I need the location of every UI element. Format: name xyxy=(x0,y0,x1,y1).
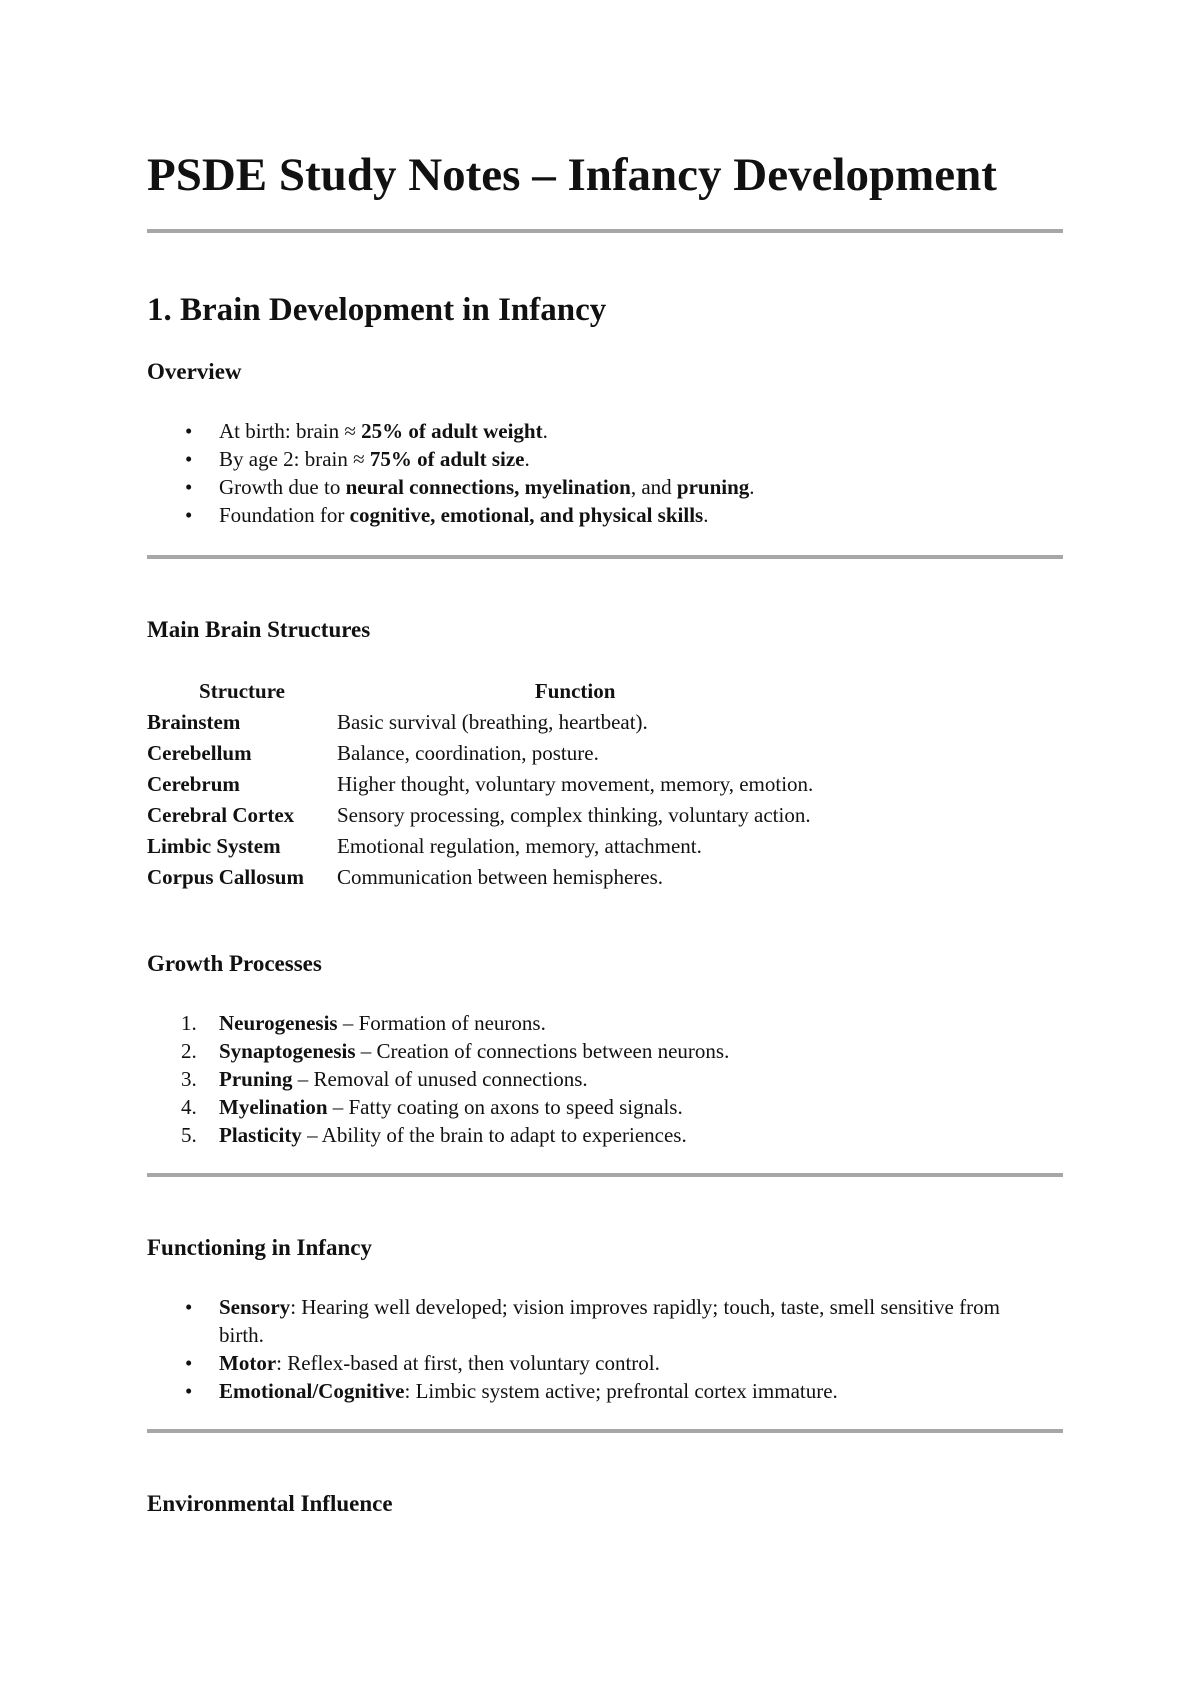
list-item: • Emotional/Cognitive: Limbic system active; prefrontal cortex immature. xyxy=(185,1379,838,1403)
structure-function: Communication between hemispheres. xyxy=(337,865,664,889)
structure-name: Cerebrum xyxy=(147,772,240,796)
overview-heading: Overview xyxy=(147,359,242,384)
section-heading: 1. Brain Development in Infancy xyxy=(147,292,607,328)
structure-function: Sensory processing, complex thinking, voluntary action. xyxy=(337,803,811,827)
functioning-list xyxy=(147,1293,1027,1405)
structure-function: Emotional regulation, memory, attachment. xyxy=(337,834,702,858)
structure-name: Limbic System xyxy=(147,834,281,858)
structure-function: Balance, coordination, posture. xyxy=(337,741,599,765)
structures-heading: Main Brain Structures xyxy=(147,617,371,642)
bullet-icon: • xyxy=(185,447,193,471)
list-item: • By age 2: brain ≈ 75% of adult size. xyxy=(185,447,530,471)
brain-structures-table xyxy=(147,676,813,893)
structure-name: Cerebral Cortex xyxy=(147,803,295,827)
list-item: 5. Plasticity – Ability of the brain to adapt to experiences. xyxy=(181,1123,687,1147)
horizontal-rule xyxy=(147,229,1063,233)
document-title: PSDE Study Notes – Infancy Development xyxy=(147,149,997,201)
structure-name: Brainstem xyxy=(147,710,241,734)
bullet-icon: • xyxy=(185,503,193,527)
overview-list xyxy=(147,417,755,529)
environment-heading: Environmental Influence xyxy=(147,1491,393,1516)
list-item: • At birth: brain ≈ 25% of adult weight. xyxy=(185,419,548,443)
list-item: 1. Neurogenesis – Formation of neurons. xyxy=(181,1011,546,1035)
bullet-icon: • xyxy=(185,475,193,499)
column-header-function: Function xyxy=(534,679,616,703)
functioning-heading: Functioning in Infancy xyxy=(147,1235,372,1260)
table-row xyxy=(147,831,813,862)
list-item: 3. Pruning – Removal of unused connections. xyxy=(181,1067,588,1091)
structure-function: Basic survival (breathing, heartbeat). xyxy=(337,710,648,734)
list-item: • Foundation for cognitive, emotional, and physical skills. xyxy=(185,503,709,527)
list-item: 2. Synaptogenesis – Creation of connections between neurons. xyxy=(181,1039,730,1063)
horizontal-rule xyxy=(147,555,1063,559)
structure-name: Cerebellum xyxy=(147,741,252,765)
horizontal-rule xyxy=(147,1429,1063,1433)
table-row xyxy=(147,862,813,893)
bullet-icon: • xyxy=(185,419,193,443)
table-header-row xyxy=(147,676,813,707)
table-row xyxy=(147,707,813,738)
growth-processes-list xyxy=(147,1009,729,1149)
column-header-structure: Structure xyxy=(199,679,285,703)
structure-function: Higher thought, voluntary movement, memory, emotion. xyxy=(337,772,814,796)
bullet-icon: • xyxy=(185,1379,193,1403)
list-item: • Growth due to neural connections, myelination, and pruning. xyxy=(185,475,755,499)
table-row xyxy=(147,738,813,769)
structure-name: Corpus Callosum xyxy=(147,865,304,889)
table-row xyxy=(147,769,813,800)
bullet-icon: • xyxy=(185,1295,193,1319)
bullet-icon: • xyxy=(185,1351,193,1375)
growth-heading: Growth Processes xyxy=(147,951,322,976)
list-item: 4. Myelination – Fatty coating on axons to speed signals. xyxy=(181,1095,683,1119)
list-item: • Motor: Reflex-based at first, then voluntary control. xyxy=(185,1351,660,1375)
list-item: • Sensory: Hearing well developed; vision improves rapidly; touch, taste, smell sensitive from birth. xyxy=(185,1295,1000,1347)
horizontal-rule xyxy=(147,1173,1063,1177)
table-row xyxy=(147,800,813,831)
